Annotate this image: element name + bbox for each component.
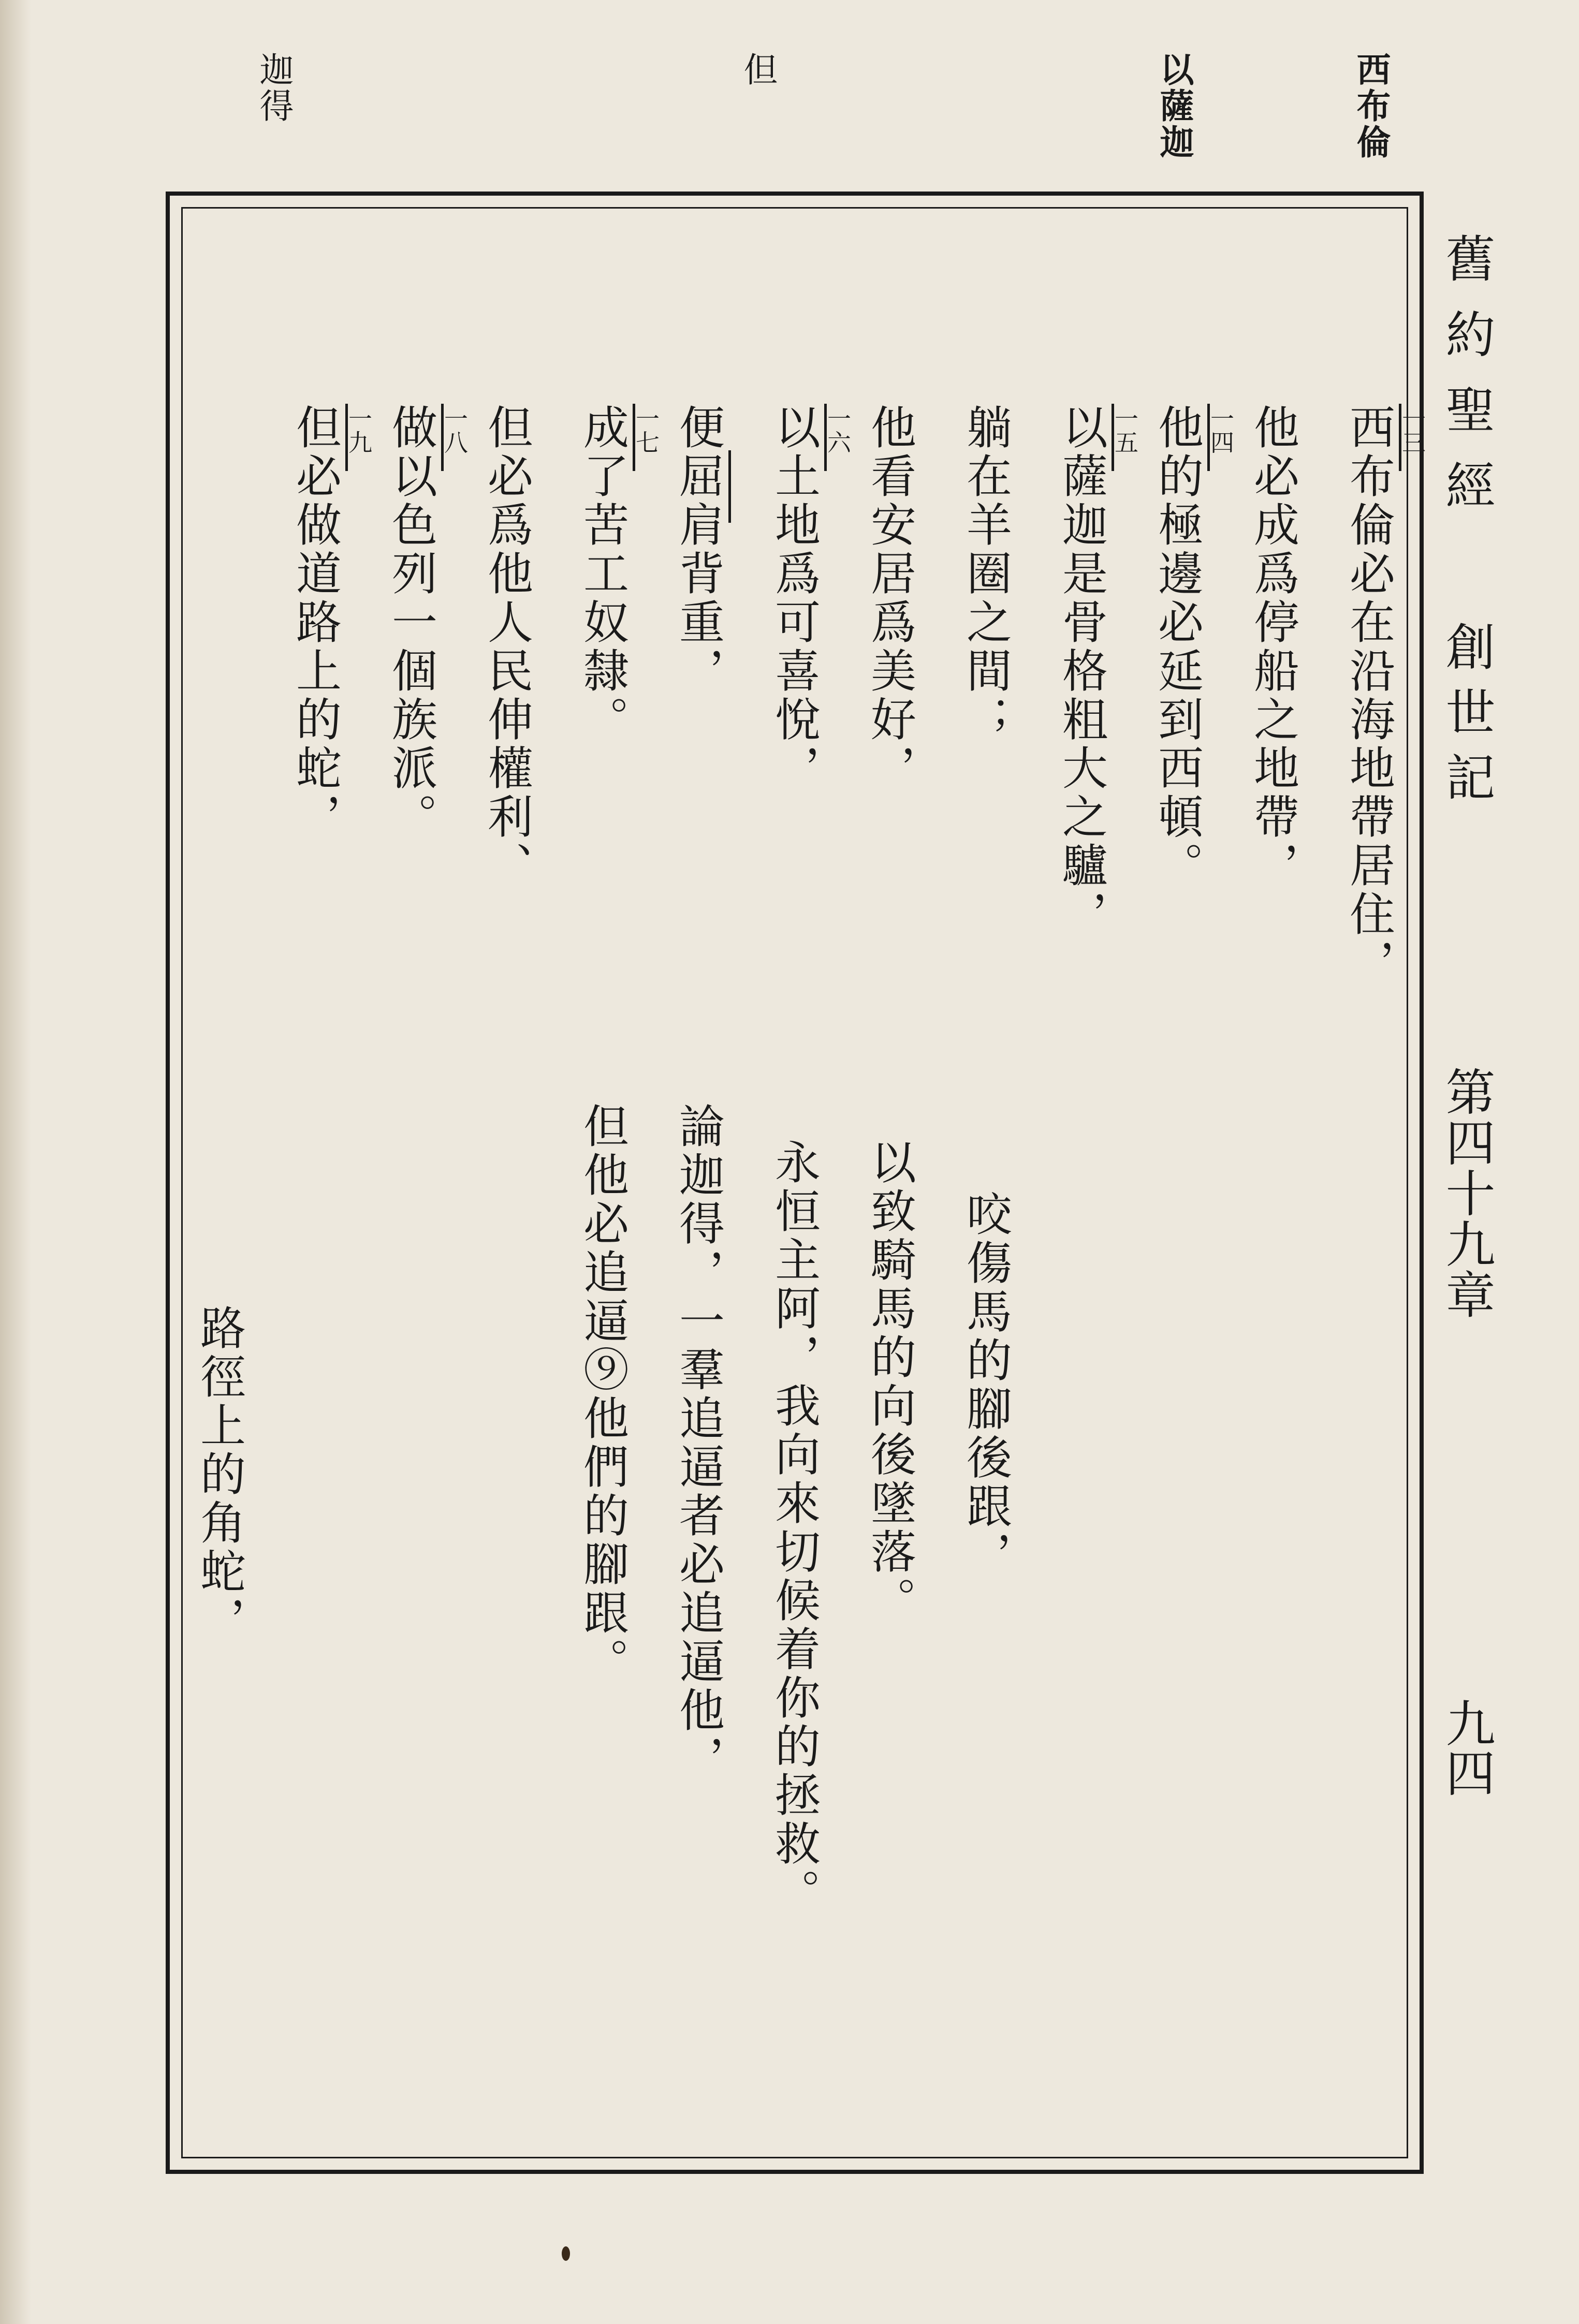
verse-line: 但必做道路上的蛇， <box>289 404 342 842</box>
verse-number: 一九 <box>345 406 373 454</box>
gloss-dan: 但 <box>738 52 778 88</box>
verse-number: 一五 <box>1111 406 1139 454</box>
verse-line: 但必爲他人民伸權利、 <box>480 404 534 890</box>
page-number: 九四 <box>1438 1698 1496 1797</box>
gloss-zebulun: 西布倫 <box>1351 52 1391 160</box>
verse-line: 成了苦工奴隸。 <box>576 404 630 744</box>
verse-bracket <box>728 450 731 523</box>
verse-number: 一六 <box>824 406 852 454</box>
gloss-issachar: 以薩迦 <box>1154 52 1194 160</box>
verse-line: 便屈肩背重， <box>672 404 725 696</box>
verse-line: 論迦得，一羣追逼者必追逼他， <box>672 1102 725 1784</box>
verse-line: 永恒主阿，我向來切候着你的拯救。 <box>768 1139 821 1917</box>
page-binding-shadow <box>0 0 31 2324</box>
verse-line: 以土地爲可喜悅， <box>768 404 821 793</box>
verse-line: 以薩迦是骨格粗大之驢， <box>1055 404 1108 939</box>
verse-line: 咬傷馬的腳後跟， <box>959 1190 1013 1580</box>
running-head-chapter: 第四十九章 <box>1438 1066 1496 1320</box>
verse-number: 一八 <box>441 406 469 454</box>
verse-line: 但他必追逼⑨他們的腳跟。 <box>576 1102 630 1686</box>
verse-line: 以致騎馬的向後墜落。 <box>864 1139 917 1625</box>
running-head-section: 創世記 <box>1438 621 1496 817</box>
verse-line: 他必成爲停船之地帶， <box>1247 404 1300 890</box>
verse-line: 路徑上的角蛇， <box>193 1304 246 1645</box>
running-head-book: 舊約聖經 <box>1438 233 1496 535</box>
verse-line: 他的極邊必延到西頓。 <box>1151 404 1204 890</box>
verse-number: 一四 <box>1207 406 1235 454</box>
verse-number: 一三 <box>1398 406 1426 454</box>
verse-line: 西布倫必在沿海地帶居住， <box>1342 404 1396 988</box>
verse-number: 一七 <box>632 406 660 454</box>
verse-line: 他看安居爲美好， <box>864 404 917 793</box>
gloss-gad: 迦得 <box>254 52 294 124</box>
ink-spot <box>562 2246 570 2261</box>
verse-line: 躺在羊圈之間； <box>959 404 1013 744</box>
verse-line: 做以色列一個族派。 <box>385 404 438 842</box>
